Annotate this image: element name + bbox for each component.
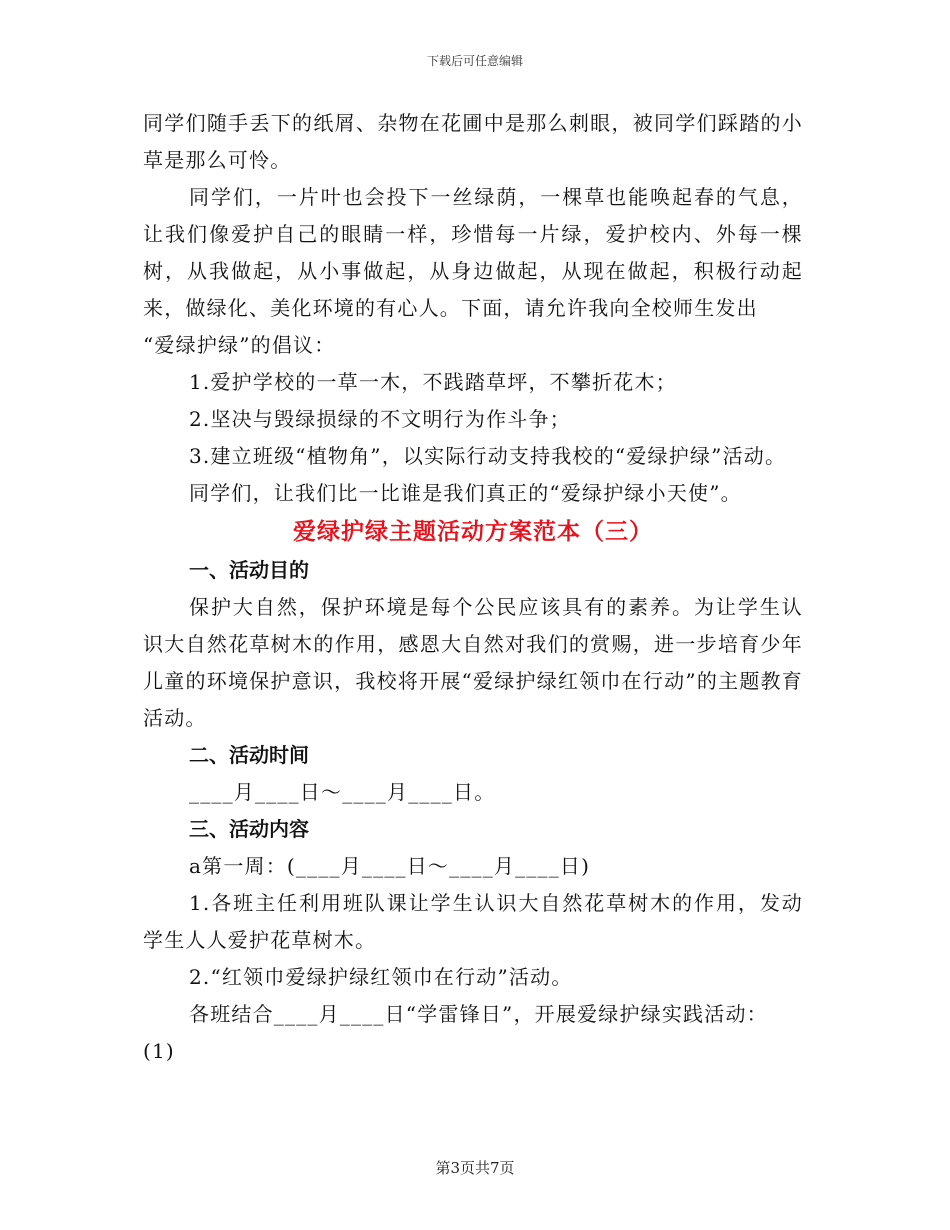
activity-time: ____月____日～____月____日。: [189, 780, 496, 804]
proposal-item-3: 3.建立班级“植物角”，以实际行动支持我校的“爱绿护绿”活动。: [189, 444, 787, 468]
content-item-4: (1): [143, 1039, 175, 1063]
paragraph-3: 同学们，让我们比一比谁是我们真正的“爱绿护绿小天使”。: [189, 481, 742, 505]
content-item-3: 各班结合____月____日“学雷锋日”，开展爱绿护绿实践活动：: [189, 1002, 768, 1026]
heading-time: 二、活动时间: [189, 743, 309, 767]
paragraph-2-continued: “爱绿护绿”的倡议：: [143, 333, 336, 357]
proposal-item-2: 2.坚决与毁绿损绿的不文明行为作斗争；: [189, 407, 571, 431]
content-item-1: 1.各班主任利用班队课让学生认识大自然花草树木的作用，发动学生人人爱护花草树木。: [143, 891, 803, 952]
heading-purpose: 一、活动目的: [189, 558, 309, 582]
paragraph-2: 同学们，一片叶也会投下一丝绿荫，一棵草也能唤起春的气息，让我们像爱护自己的眼睛一样，珍惜每一片绿，爱护校内、外每一棵树，从我做起，从小事做起，从身边做起，从现在做起，积极行动起来，做绿化、美化环境的有心人。下面，请允许我向全校师生发出: [143, 185, 803, 320]
paragraph-1: 同学们随手丢下的纸屑、杂物在花圃中是那么刺眼，被同学们踩踏的小草是那么可怜。: [143, 111, 803, 172]
section-title: 爱绿护绿主题活动方案范本（三）: [293, 519, 653, 545]
document-body: [143, 105, 803, 1070]
content-item-2: 2.“红领巾爱绿护绿红领巾在行动”活动。: [189, 965, 573, 989]
week-one: a第一周：(____月____日～____月____日): [189, 854, 591, 878]
heading-content: 三、活动内容: [189, 817, 309, 841]
paragraph-purpose: 保护大自然，保护环境是每个公民应该具有的素养。为让学生认识大自然花草树木的作用，感恩大自然对我们的赏赐，进一步培育少年儿童的环境保护意识，我校将开展“爱绿护绿红领巾在行动”的主题教育活动。: [143, 595, 803, 730]
page-header: 下载后可任意编辑: [426, 54, 523, 68]
proposal-item-1: 1.爱护学校的一草一木，不践踏草坪，不攀折花木；: [189, 370, 677, 394]
page-footer: 第3页共7页: [435, 1159, 515, 1177]
